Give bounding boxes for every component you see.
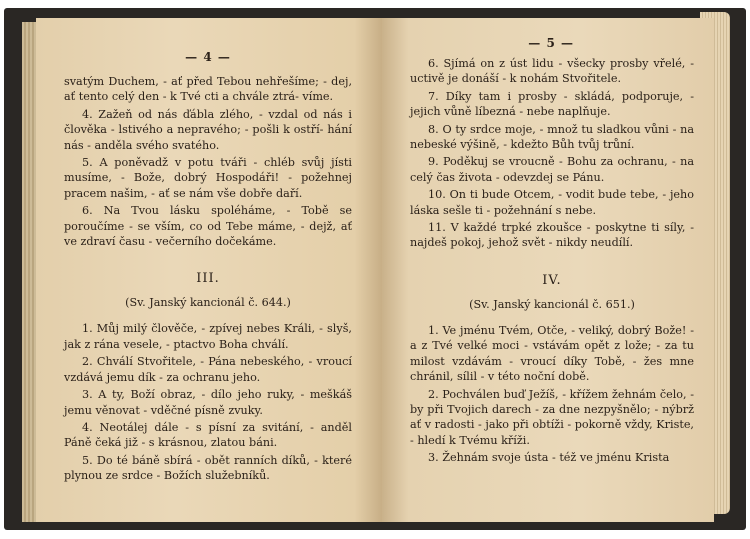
section-heading: III.: [196, 271, 220, 287]
verse: 2. Chválí Stvořitele, - Pána nebeského, - vroucí vzdává jemu dík - za ochranu jeho.: [64, 355, 352, 384]
paragraph: 9. Poděkuj se vroucně - Bohu za ochranu, - na celý čas života - odevzdej se Pánu.: [410, 155, 694, 184]
paragraph: 5. A poněvadž v potu tváři - chléb svůj jísti musíme, - Bože, dobrý Hospodáři! - požehnej pracem našim, - ať se nám vše dobře daří.: [64, 156, 352, 200]
verse: 4. Neotálej dále - s písní za svitání, - anděl Páně čeká již - s krásnou, zlatou báni.: [64, 420, 352, 450]
paragraph: svatým Duchem, - ať před Tebou nehřešíme; - dej, ať tento celý den - k Tvé cti a chvále ztrá- víme.: [64, 75, 352, 104]
verse: 3. A ty, Boží obraz, - dílo jeho ruky, - meškáš jemu věnovat - vděčné písně zvuky.: [64, 388, 352, 417]
paragraph: 8. O ty srdce moje, - množ tu sladkou vůni - na nebeské výšině, - kdežto Bůh tvůj trůní.: [410, 122, 694, 152]
paragraph: 11. V každé trpké zkoušce - poskytne ti síly, - najdeš pokoj, jehož svět - nikdy neudílí.: [410, 221, 694, 250]
left-page: [36, 18, 382, 522]
verse: 1. Ve jménu Tvém, Otče, - veliký, dobrý Bože! - a z Tvé velké moci - vstávám opět z lože; - za tu milost vzdávám - vroucí díky Tobě, - žes mne chránil, sílil - v této noční době.: [410, 323, 694, 384]
paragraph: 7. Díky tam i prosby - skládá, podporuje, - jejich vůně líbezná - nebe naplňuje.: [410, 89, 694, 119]
paragraph: 4. Zažeň od nás ďábla zlého, - vzdal od nás i člověka - lstivého a nepravého; - pošli k ostří- hání nás - anděla svého svatého.: [64, 107, 352, 152]
verse: 5. Do té báně sbírá - obět ranních díků, - které plynou ze srdce - Božích služebníků.: [64, 453, 352, 483]
paragraph: 6. Na Tvou lásku spoléháme, - Tobě se poroučíme - se vším, co od Tebe máme, - dejž, ať ve zdraví času - večerního dočekáme.: [64, 204, 352, 249]
page-number: — 5 —: [528, 36, 574, 50]
verse: 2. Pochválen buď Ježíš, - křížem žehnám čelo, - by při Tvojich darech - za dne nezpyšnělo; - nýbrž ať v radosti - jako při obtíži - pokorně vždy, Kriste, - hledí k Tvému kříži.: [410, 387, 694, 447]
section-subtitle: (Sv. Janský kancionál č. 644.): [125, 296, 291, 310]
paragraph: 10. On ti bude Otcem, - vodit bude tebe, - jeho láska sešle ti - požehnání s nebe.: [410, 188, 694, 217]
page-number: — 4 —: [185, 50, 231, 64]
right-page: [382, 18, 714, 522]
paragraph: 6. Sjímá on z úst lidu - všecky prosby vřelé, - uctivě je donáší - k nohám Stvořitele.: [410, 57, 694, 86]
section-subtitle: (Sv. Janský kancionál č. 651.): [469, 297, 635, 311]
verse: 3. Žehnám svoje ústa - též ve jménu Krista: [428, 451, 670, 465]
verse: 1. Můj milý člověče, - zpívej nebes Králi, - slyš, jak z rána vesele, - ptactvo Boha chválí.: [64, 322, 352, 351]
section-heading: IV.: [542, 272, 562, 288]
